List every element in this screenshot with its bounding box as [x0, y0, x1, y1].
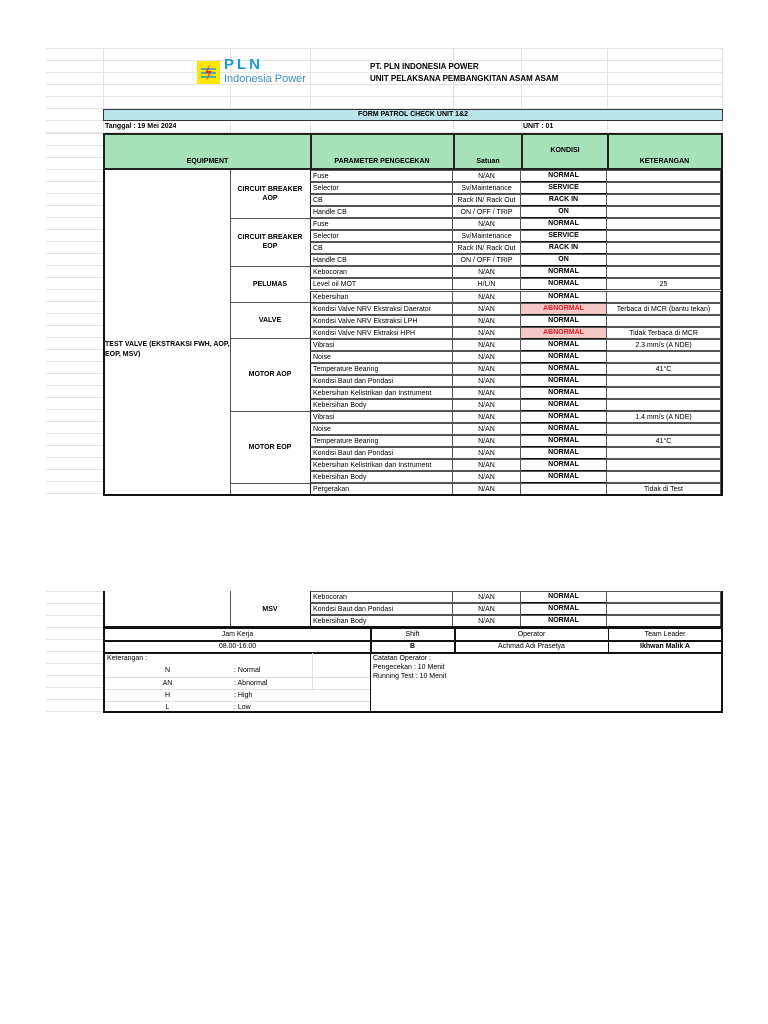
company-unit: UNIT PELAKSANA PEMBANGKITAN ASAM ASAM — [370, 74, 559, 83]
satuan-cell: N/AN — [453, 218, 521, 230]
catatan-line: Pengecekan : 10 Menit — [373, 664, 445, 671]
gridline — [46, 675, 103, 676]
gridline — [46, 711, 103, 712]
keterangan-cell[interactable] — [607, 206, 721, 218]
satuan-cell: N/AN — [453, 459, 521, 471]
team-leader-value: Ikhwan Malik A — [640, 643, 690, 650]
parameter-cell: Temperature Bearing — [310, 435, 453, 447]
gridline — [46, 181, 103, 182]
keterangan-cell[interactable] — [607, 459, 721, 471]
form-title: FORM PATROL CHECK UNIT 1&2 — [103, 109, 723, 121]
col-parameter: PARAMETER PENGECEKAN — [334, 158, 430, 165]
kondisi-cell[interactable]: NORMAL — [521, 291, 607, 303]
kondisi-cell[interactable]: NORMAL — [521, 278, 607, 290]
table-body-2 — [103, 591, 723, 627]
parameter-cell: Kondisi Baut dan Pondasi — [310, 603, 453, 615]
satuan-cell: N/AN — [453, 615, 521, 627]
kondisi-cell[interactable]: NORMAL — [521, 315, 607, 327]
parameter-cell: CB — [310, 242, 453, 254]
gridline — [46, 277, 103, 278]
keterangan-cell[interactable] — [607, 447, 721, 459]
group-label: CIRCUIT BREAKER AOP — [237, 186, 303, 203]
keterangan-cell[interactable]: Tidak di Test — [607, 483, 721, 495]
gridline — [46, 145, 103, 146]
keterangan-cell[interactable] — [607, 399, 721, 411]
satuan-cell: N/AN — [453, 339, 521, 351]
kondisi-cell[interactable]: ABNORMAL — [521, 303, 607, 315]
keterangan-cell[interactable] — [607, 351, 721, 363]
kondisi-cell[interactable]: NORMAL — [521, 387, 607, 399]
keterangan-cell[interactable] — [607, 423, 721, 435]
satuan-cell: N/AN — [453, 315, 521, 327]
table-row — [310, 315, 723, 327]
gridline — [46, 445, 103, 446]
gridline — [46, 469, 103, 470]
table-row — [310, 591, 723, 603]
gridline — [46, 48, 723, 49]
satuan-cell: N/AN — [453, 327, 521, 339]
table-row — [310, 447, 723, 459]
col-satuan: Satuan — [476, 158, 500, 165]
border-left — [103, 591, 105, 627]
parameter-cell: Handle CB — [310, 254, 453, 266]
legend-row — [105, 677, 370, 689]
keterangan-label: Keterangan : — [107, 655, 148, 662]
table-row — [310, 339, 723, 351]
operator-value: Achmad Adi Prasetya — [498, 643, 565, 650]
parameter-cell: Selector — [310, 230, 453, 242]
keterangan-cell[interactable] — [607, 375, 721, 387]
satuan-cell: N/AN — [453, 303, 521, 315]
kondisi-cell[interactable]: NORMAL — [521, 339, 607, 351]
table-body — [103, 170, 723, 494]
satuan-cell: N/AN — [453, 423, 521, 435]
group-label: VALVE — [258, 317, 282, 325]
col-equipment: EQUIPMENT — [186, 158, 229, 165]
gridline — [46, 253, 103, 254]
gridline — [46, 421, 103, 422]
satuan-cell: Sv/Maintenance — [453, 230, 521, 242]
gridline — [46, 313, 103, 314]
parameter-cell: Kondisi Baut dan Pondasi — [310, 375, 453, 387]
gridline — [46, 373, 103, 374]
satuan-cell: N/AN — [453, 435, 521, 447]
group-label: CIRCUIT BREAKER EOP — [237, 234, 303, 251]
kondisi-cell[interactable]: NORMAL — [521, 471, 607, 483]
gridline — [46, 229, 103, 230]
kondisi-cell[interactable]: NORMAL — [521, 423, 607, 435]
satuan-cell: Rack IN/ Rack Out — [453, 194, 521, 206]
satuan-cell: Rack IN/ Rack Out — [453, 242, 521, 254]
kondisi-cell[interactable]: NORMAL — [521, 411, 607, 423]
gridline — [46, 361, 103, 362]
gridline — [46, 409, 103, 410]
kondisi-cell[interactable]: NORMAL — [521, 435, 607, 447]
keterangan-cell[interactable] — [607, 182, 721, 194]
catatan-line: Catatan Operator : — [373, 655, 431, 662]
satuan-cell: ON / OFF / TRIP — [453, 254, 521, 266]
legend-code: N — [164, 667, 171, 674]
parameter-cell: Handle CB — [310, 206, 453, 218]
satuan-cell: N/AN — [453, 399, 521, 411]
legend-list — [105, 665, 370, 713]
parameter-cell: Vibrasi — [310, 411, 453, 423]
kondisi-cell[interactable]: NORMAL — [521, 399, 607, 411]
legend-code: L — [165, 704, 170, 711]
gridline — [46, 265, 103, 266]
gridline — [46, 591, 103, 592]
gridline — [46, 217, 103, 218]
satuan-cell: N/AN — [453, 447, 521, 459]
table-row — [310, 242, 723, 254]
table-header — [103, 133, 723, 170]
jam-kerja-value: 08.00-16.00 — [218, 643, 257, 650]
gridline — [46, 301, 103, 302]
keterangan-cell[interactable] — [607, 218, 721, 230]
table-row — [310, 194, 723, 206]
parameter-cell: Noise — [310, 423, 453, 435]
gridline — [46, 157, 103, 158]
parameter-cell: Kondisi Valve NRV Ekstraksi Daerator — [310, 303, 453, 315]
satuan-cell: N/AN — [453, 603, 521, 615]
parameter-cell: Fuse — [310, 218, 453, 230]
table-row — [310, 399, 723, 411]
legend-row — [105, 665, 370, 677]
kondisi-cell[interactable]: NORMAL — [521, 459, 607, 471]
table-row — [310, 603, 723, 615]
parameter-cell: Kondisi Valve NRV Ektraksi HPH — [310, 327, 453, 339]
parameter-cell: Temperature Bearing — [310, 363, 453, 375]
jam-kerja-label: Jam Kerja — [221, 631, 254, 638]
legend-code: AN — [162, 680, 173, 687]
kondisi-cell[interactable]: RACK IN — [521, 194, 607, 206]
gridline — [46, 481, 103, 482]
table-row — [310, 303, 723, 315]
shift-value: B — [409, 643, 416, 650]
parameter-cell: CB — [310, 194, 453, 206]
group-label: MOTOR EOP — [248, 443, 292, 451]
gridline — [46, 241, 103, 242]
kondisi-cell[interactable]: NORMAL — [521, 375, 607, 387]
date-label: Tanggal : 19 Mei 2024 — [105, 123, 177, 130]
kondisi-cell[interactable]: ABNORMAL — [521, 327, 607, 339]
parameter-cell: Pergerakan — [310, 483, 453, 495]
kondisi-cell[interactable]: SERVICE — [521, 182, 607, 194]
keterangan-cell[interactable] — [607, 291, 721, 303]
main-equipment-label: TEST VALVE (EKSTRAKSI FWH, AOP, EOP, MSV) — [105, 341, 230, 358]
legend-row — [105, 701, 370, 713]
gridline — [46, 84, 723, 85]
gridline — [46, 651, 103, 652]
keterangan-cell[interactable]: 41°C — [607, 435, 721, 447]
gridline — [46, 603, 103, 604]
keterangan-cell[interactable] — [607, 242, 721, 254]
gridline — [46, 133, 103, 134]
keterangan-cell[interactable] — [607, 170, 721, 182]
parameter-cell: Kebersihan — [310, 291, 453, 303]
keterangan-cell[interactable]: Terbaca di MCR (bantu tekan) — [607, 303, 721, 315]
parameter-cell: Fuse — [310, 170, 453, 182]
kondisi-cell[interactable]: NORMAL — [521, 603, 607, 615]
catatan-operator — [373, 654, 446, 681]
table-row — [310, 218, 723, 230]
group-label: PELUMAS — [252, 280, 288, 288]
satuan-cell: N/AN — [453, 351, 521, 363]
kondisi-cell[interactable]: NORMAL — [521, 218, 607, 230]
table-row — [310, 230, 723, 242]
gridline — [46, 337, 103, 338]
table-row — [310, 266, 723, 278]
border-left — [103, 170, 105, 494]
table-row — [310, 411, 723, 423]
gridline — [46, 663, 103, 664]
parameter-cell: Kebersihan Kelistrikan dan Instrument — [310, 387, 453, 399]
table-row — [310, 459, 723, 471]
logo-brand-text: PLN — [224, 56, 263, 73]
keterangan-cell[interactable]: 25 — [607, 278, 721, 290]
legend-desc: : High — [234, 692, 253, 699]
col-keterangan: KETERANGAN — [639, 158, 690, 165]
satuan-cell: ON / OFF / TRIP — [453, 206, 521, 218]
satuan-cell: N/AN — [453, 471, 521, 483]
satuan-cell: N/AN — [453, 387, 521, 399]
satuan-cell: N/AN — [453, 411, 521, 423]
operator-label: Operator — [517, 631, 546, 638]
satuan-cell: N/AN — [453, 375, 521, 387]
kondisi-cell[interactable]: NORMAL — [521, 170, 607, 182]
gridline — [46, 385, 103, 386]
satuan-cell: N/AN — [453, 591, 521, 603]
table-row — [310, 435, 723, 447]
keterangan-cell[interactable] — [607, 266, 721, 278]
footer-block — [103, 627, 723, 713]
parameter-cell: Kebocoran — [310, 591, 453, 603]
keterangan-cell[interactable] — [607, 315, 721, 327]
satuan-cell: Sv/Maintenance — [453, 182, 521, 194]
shift-label: Shift — [405, 631, 420, 638]
keterangan-cell[interactable]: Tidak Terbaca di MCR — [607, 327, 721, 339]
gridline — [46, 397, 103, 398]
satuan-cell: H/L/N — [453, 278, 521, 290]
table-row — [310, 278, 723, 290]
gridline — [46, 493, 103, 494]
table-row — [310, 170, 723, 182]
table-row — [310, 387, 723, 399]
kondisi-cell[interactable]: SERVICE — [521, 230, 607, 242]
parameter-cell: Level oil MOT — [310, 278, 453, 290]
logo-sub-text: Indonesia Power — [224, 73, 306, 85]
legend-desc: : Low — [234, 704, 251, 711]
keterangan-cell[interactable]: 41°C — [607, 363, 721, 375]
keterangan-cell[interactable] — [607, 194, 721, 206]
kondisi-cell[interactable]: RACK IN — [521, 242, 607, 254]
gridline — [46, 457, 103, 458]
company-name: PT. PLN INDONESIA POWER — [370, 62, 479, 71]
group-label: MOTOR AOP — [248, 371, 292, 379]
border-bottom — [103, 494, 723, 496]
table-row — [310, 375, 723, 387]
table-row — [310, 291, 723, 303]
legend-code: H — [164, 692, 171, 699]
legend-desc: : Normal — [234, 667, 261, 674]
kondisi-cell[interactable]: ON — [521, 206, 607, 218]
kondisi-cell[interactable]: NORMAL — [521, 591, 607, 603]
keterangan-cell[interactable] — [607, 591, 721, 603]
parameter-cell: Kebersihan Body — [310, 399, 453, 411]
gridline — [46, 205, 103, 206]
catatan-line: Running Test : 10 Menit — [373, 673, 447, 680]
legend-row — [105, 689, 370, 701]
gridline — [46, 433, 103, 434]
satuan-cell: N/AN — [453, 266, 521, 278]
kondisi-cell[interactable]: NORMAL — [521, 351, 607, 363]
kondisi-cell[interactable]: NORMAL — [521, 615, 607, 627]
unit-label: UNIT : 01 — [523, 123, 554, 130]
parameter-cell: Kebersihan Body — [310, 471, 453, 483]
gridline — [46, 639, 103, 640]
parameter-cell: Kondisi Baut dan Pondasi — [310, 447, 453, 459]
parameter-cell: Kebocoran — [310, 266, 453, 278]
kondisi-cell[interactable]: NORMAL — [521, 266, 607, 278]
group-label: MSV — [262, 605, 278, 613]
pln-lightning-logo-icon — [197, 61, 220, 84]
parameter-cell: Selector — [310, 182, 453, 194]
table-row — [310, 254, 723, 266]
gridline — [46, 193, 103, 194]
kondisi-cell[interactable]: NORMAL — [521, 363, 607, 375]
table-row — [310, 327, 723, 339]
satuan-cell: N/AN — [453, 170, 521, 182]
satuan-cell: N/AN — [453, 291, 521, 303]
keterangan-cell[interactable] — [607, 471, 721, 483]
team-leader-label: Team Leader — [644, 631, 686, 638]
table-row — [310, 206, 723, 218]
keterangan-cell[interactable] — [607, 230, 721, 242]
parameter-cell: Vibrasi — [310, 339, 453, 351]
gridline — [46, 169, 103, 170]
keterangan-cell[interactable] — [607, 387, 721, 399]
gridline — [46, 349, 103, 350]
parameter-cell: Kebersihan Kelistrikan dan Instrument — [310, 459, 453, 471]
gridline — [46, 289, 103, 290]
gridline — [46, 96, 723, 97]
gridline — [46, 687, 103, 688]
satuan-cell: N/AN — [453, 483, 521, 495]
keterangan-cell[interactable]: 1.4 mm/s (A NDE) — [607, 411, 721, 423]
col-kondisi: KONDISI — [550, 147, 580, 154]
table-row — [310, 423, 723, 435]
keterangan-cell[interactable]: 2.3 mm/s (A NDE) — [607, 339, 721, 351]
table-row — [310, 471, 723, 483]
parameter-cell: Noise — [310, 351, 453, 363]
table-row — [310, 363, 723, 375]
kondisi-cell[interactable]: ON — [521, 254, 607, 266]
gridline — [46, 699, 103, 700]
table-row — [310, 182, 723, 194]
gridline — [46, 627, 103, 628]
gridline — [46, 615, 103, 616]
kondisi-cell[interactable]: NORMAL — [521, 447, 607, 459]
legend-desc: : Abnormal — [234, 680, 268, 687]
keterangan-cell[interactable] — [607, 254, 721, 266]
parameter-cell: Kondisi Valve NRV Ekstraksi LPH — [310, 315, 453, 327]
table-row — [310, 351, 723, 363]
parameter-cell: Kebersihan Body — [310, 615, 453, 627]
keterangan-cell[interactable] — [607, 603, 721, 615]
gridline — [46, 325, 103, 326]
satuan-cell: N/AN — [453, 363, 521, 375]
